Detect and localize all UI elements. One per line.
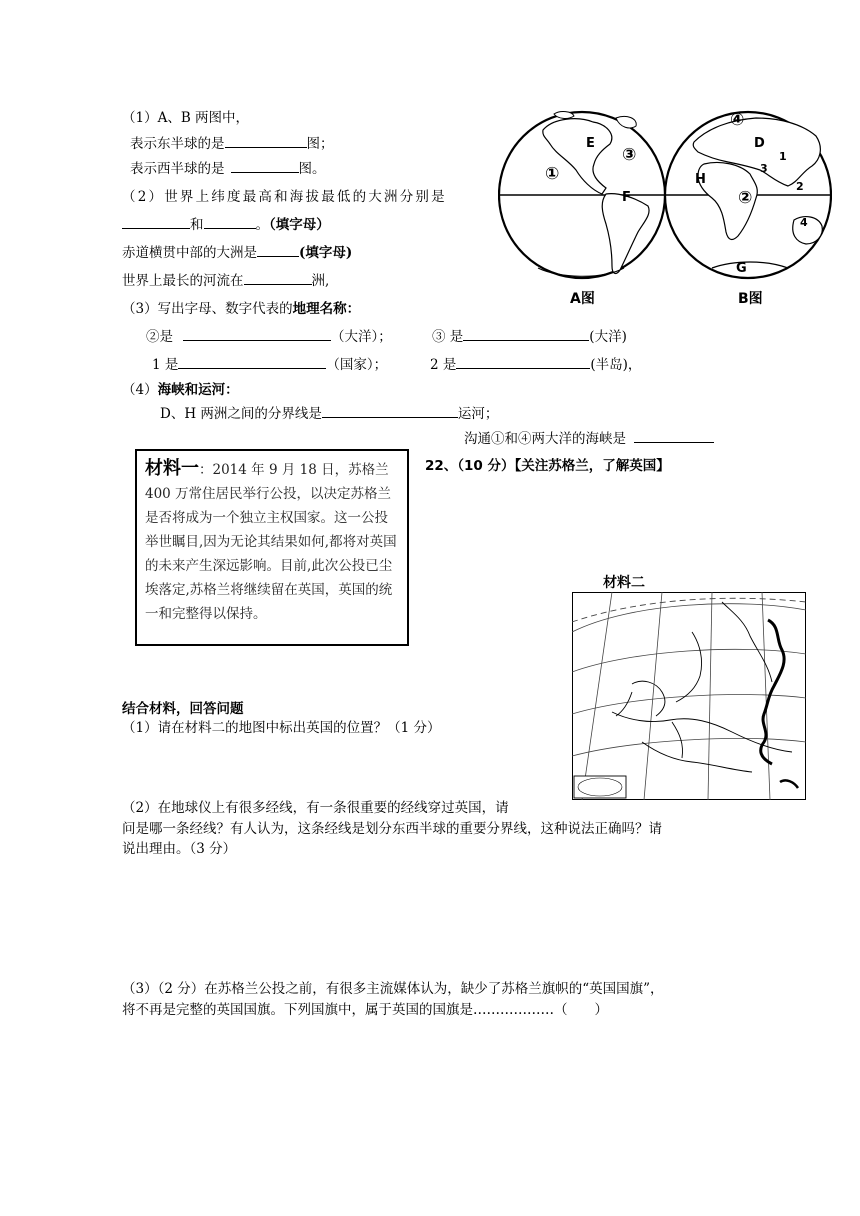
map-b-caption: B图	[738, 291, 763, 307]
part2-q2-line2: 问是哪一条经线？有人认为，这条经线是划分东西半球的重要分界线，这种说法正确吗？请	[122, 821, 662, 837]
q4-canal-suffix: 运河；	[457, 406, 499, 422]
map-b-label-num2: 2	[796, 180, 804, 193]
material-1-box	[135, 449, 409, 646]
q2-intro: （2）世界上纬度最高和海拔最低的大洲分别是	[122, 189, 447, 205]
q2-blank-highest[interactable]	[122, 215, 190, 229]
q4-canal-blank[interactable]	[322, 404, 458, 418]
q1-east-prefix: 表示东半球的是	[130, 136, 225, 152]
part2-q2-line1: （2）在地球仪上有很多经线，有一条很重要的经线穿过英国，请	[122, 800, 509, 816]
q3-item3-blank[interactable]	[463, 327, 589, 341]
q3-item3-prefix: ③ 是	[432, 329, 464, 345]
q2-blank-lowest[interactable]	[204, 215, 256, 229]
q2-period: 。	[255, 217, 269, 233]
q3-num1-line	[152, 353, 387, 373]
q1-west-blank[interactable]	[231, 159, 299, 173]
map-a-label-f: F	[622, 190, 631, 205]
q3-intro-text: （3）写出字母、数字代表的	[122, 301, 293, 317]
q3-item2-prefix: ②是	[146, 329, 173, 345]
q3-num1-prefix: 1 是	[152, 357, 179, 373]
q3-item3-line	[432, 325, 627, 345]
map-b-label-num4: 4	[800, 216, 808, 229]
q22-heading: 22、（10 分）【关注苏格兰，了解英国】	[425, 458, 670, 474]
q3-num2-prefix: 2 是	[430, 357, 457, 373]
q4-title-bold: 海峡和运河：	[157, 382, 239, 398]
q4-strait-line	[464, 427, 714, 447]
q4-canal-prefix: D、H 两洲之间的分界线是	[160, 406, 322, 422]
map-b-label-g: G	[736, 261, 747, 276]
q2-equator-line	[122, 241, 352, 261]
q4-title	[122, 378, 239, 398]
q3-item2-line	[146, 325, 392, 345]
q2-river-prefix: 世界上最长的河流在	[122, 273, 244, 289]
q1-west-line	[130, 157, 326, 177]
q4-canal-line	[160, 402, 498, 422]
q2-river-blank[interactable]	[244, 271, 312, 285]
q2-equator-blank[interactable]	[257, 243, 299, 257]
q1-west-suffix: 图。	[298, 161, 326, 177]
q2-fill-letter2: (填字母)	[299, 245, 353, 261]
q4-strait-blank[interactable]	[634, 429, 714, 443]
material-1-title: 材料一	[145, 458, 199, 479]
q2-fill-letter: （填字母）	[269, 217, 330, 233]
map-a-label-e: E	[586, 136, 595, 151]
part2-q3-line2: 将不再是完整的英国国旗。下列国旗中，属于英国的国旗是………………（ ）	[122, 1002, 608, 1018]
map-b-label-num1: 1	[779, 150, 787, 163]
part2-heading: 结合材料，回答问题	[122, 701, 244, 717]
q3-item2-blank[interactable]	[183, 327, 331, 341]
part2-q3-line1: （3）（2 分）在苏格兰公投之前，有很多主流媒体认为，缺少了苏格兰旗帜的“英国国旗”，	[122, 981, 664, 997]
q1-east-line	[130, 132, 334, 152]
map-a-label-3: ③	[622, 145, 637, 165]
q3-num1-suffix: （国家）；	[326, 357, 388, 373]
q2-blanks-line	[122, 213, 330, 233]
q4-strait-prefix: 沟通①和④两大洋的海峡是	[464, 431, 626, 447]
q2-and: 和	[190, 217, 204, 233]
q3-num1-blank[interactable]	[178, 355, 326, 369]
q1-west-prefix: 表示西半球的是	[130, 161, 225, 177]
q3-item3-suffix: (大洋)	[589, 329, 627, 345]
map-a-label-1: ①	[545, 164, 560, 184]
map-b-label-num3: 3	[760, 162, 768, 175]
material-2-title: 材料二	[603, 575, 645, 591]
q1-intro: （1）A、B 两图中，	[122, 110, 250, 126]
material-1-text: ：2014 年 9 月 18 日，苏格兰 400 万常住居民举行公投，以决定苏格兰是否将成为一个独立主权国家。这一公投举世瞩目,因为无论其结果如何,都将对英国的未来产生深远影响。目前,此次公投已尘埃落定,苏格兰将继续留在英国，英国的统一和完整得以保持。	[145, 462, 397, 622]
q3-item2-suffix: （大洋）；	[331, 329, 392, 345]
q2-river-line	[122, 269, 329, 289]
q1-east-blank[interactable]	[225, 134, 307, 148]
map-a-caption: A图	[570, 291, 595, 307]
q1-east-suffix: 图；	[306, 136, 334, 152]
q2-river-suffix: 洲,	[311, 273, 330, 289]
map-a	[499, 112, 665, 278]
map-b-label-d: D	[754, 136, 765, 151]
q3-num2-suffix: (半岛)，	[590, 357, 642, 373]
part2-q2-line3: 说出理由。（3 分）	[122, 841, 237, 857]
q2-equator-prefix: 赤道横贯中部的大洲是	[122, 245, 257, 261]
q3-intro	[122, 297, 360, 317]
part2-q1: （1）请在材料二的地图中标出英国的位置？（1 分）	[122, 720, 441, 736]
q3-num2-line	[430, 353, 641, 373]
hemisphere-maps	[498, 108, 832, 308]
q4-title-prefix: （4）	[122, 382, 158, 398]
map-b-label-h: H	[695, 172, 706, 187]
map-b-label-4: ④	[730, 110, 745, 130]
q3-num2-blank[interactable]	[456, 355, 590, 369]
q3-intro-bold: 地理名称：	[292, 301, 361, 317]
map-b-label-2: ②	[738, 188, 753, 208]
europe-map[interactable]	[572, 592, 806, 800]
